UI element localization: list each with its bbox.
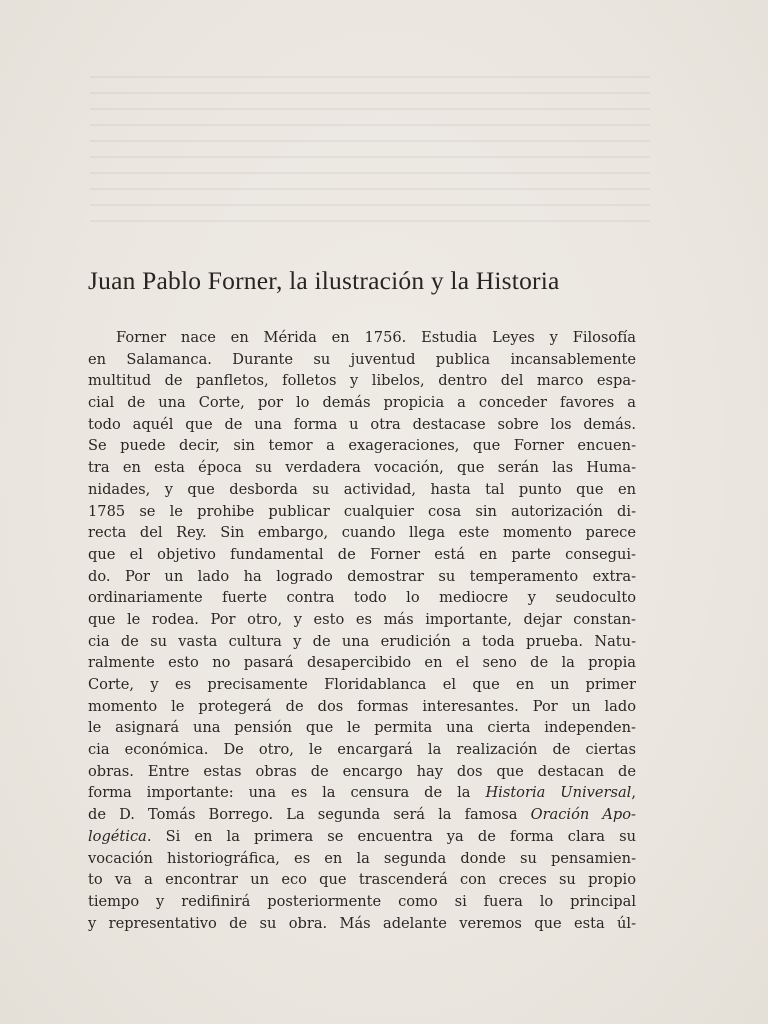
text-line xyxy=(88,587,636,609)
line-text: cia económica. De otro, le encargará la realización de ciertas xyxy=(88,741,636,759)
text-line xyxy=(88,674,636,696)
line-text: ralmente esto no pasará desapercibido en el seno de la propia xyxy=(88,654,636,672)
line-text: tra en esta época su verdadera vocación, que serán las Huma- xyxy=(88,459,636,477)
text-line xyxy=(88,457,636,479)
line-text: obras. Entre estas obras de encargo hay dos que destacan de xyxy=(88,762,636,780)
text-line xyxy=(88,913,636,935)
text-line xyxy=(88,891,636,913)
line-text: recta del Rey. Sin embargo, cuando llega este momento parece xyxy=(88,524,636,542)
text-line xyxy=(88,349,636,371)
line-text: cial de una Corte, por lo demás propicia a conceder favores a xyxy=(88,394,636,412)
line-text: to va a encontrar un eco que trascenderá con creces su propio xyxy=(88,871,636,889)
text-line xyxy=(88,652,636,674)
line-text: y representativo de su obra. Más adelante veremos que esta úl- xyxy=(88,914,636,932)
line-text: tiempo y redifinirá posteriormente como si fuera lo principal xyxy=(88,892,636,910)
text-line xyxy=(88,848,636,870)
text-line xyxy=(88,479,636,501)
body-paragraph xyxy=(88,327,636,934)
line-text: cia de su vasta cultura y de una erudición a toda prueba. Natu- xyxy=(88,632,636,650)
line-text: do. Por un lado ha logrado demostrar su temperamento extra- xyxy=(88,567,636,585)
text-line xyxy=(88,826,636,848)
line-text: ordinariamente fuerte contra todo lo mediocre y seudoculto xyxy=(88,589,636,607)
text-line xyxy=(88,869,636,891)
line-text: todo aquél que de una forma u otra destacase sobre los demás. xyxy=(88,415,636,433)
text-line xyxy=(88,392,636,414)
line-text: Forner nace en Mérida en 1756. Estudia Leyes y Filosofía xyxy=(116,329,636,346)
text-line xyxy=(88,566,636,588)
text-line xyxy=(88,696,636,718)
chapter-title: Juan Pablo Forner, la ilustración y la Historia xyxy=(88,266,560,295)
line-text: Se puede decir, sin temor a exageraciones, que Forner encuen- xyxy=(88,437,636,455)
text-line xyxy=(88,435,636,457)
text-line xyxy=(88,804,636,826)
text-line xyxy=(88,544,636,566)
line-text: de D. Tomás Borrego. La segunda será la famosa xyxy=(88,806,531,824)
text-line xyxy=(88,739,636,761)
text-line xyxy=(88,717,636,739)
text-line xyxy=(88,370,636,392)
line-text: forma importante: una es la censura de la xyxy=(88,784,486,802)
text-line xyxy=(88,631,636,653)
line-text: multitud de panfletos, folletos y libelos, dentro del marco espa- xyxy=(88,372,636,390)
text-line xyxy=(88,414,636,436)
text-line xyxy=(88,522,636,544)
text-line xyxy=(88,782,636,804)
line-text: , xyxy=(631,784,636,802)
line-text: momento le protegerá de dos formas interesantes. Por un lado xyxy=(88,697,636,715)
text-line xyxy=(88,609,636,631)
line-text: nidades, y que desborda su actividad, hasta tal punto que en xyxy=(88,480,636,498)
show-through-text xyxy=(90,62,650,262)
italic-title-text: logética xyxy=(88,827,147,845)
text-line xyxy=(88,501,636,523)
line-text: que el objetivo fundamental de Forner está en parte consegui- xyxy=(88,545,636,563)
line-text: en Salamanca. Durante su juventud publica incansablemente xyxy=(88,350,636,368)
line-text: 1785 se le prohibe publicar cualquier cosa sin autorización di- xyxy=(88,502,636,520)
italic-title-text: Historia Universal xyxy=(485,784,632,802)
line-text: que le rodea. Por otro, y esto es más importante, dejar constan- xyxy=(88,610,636,628)
line-text: Corte, y es precisamente Floridablanca el que en un primer xyxy=(88,676,636,693)
line-text: . Si en la primera se encuentra ya de forma clara su xyxy=(146,827,636,845)
text-line xyxy=(88,761,636,783)
line-text: vocación historiográfica, es en la segunda donde su pensamien- xyxy=(88,849,636,867)
italic-title-text: Oración Apo- xyxy=(530,806,636,824)
text-line xyxy=(88,327,636,349)
line-text: le asignará una pensión que le permita una cierta independen- xyxy=(88,719,636,737)
